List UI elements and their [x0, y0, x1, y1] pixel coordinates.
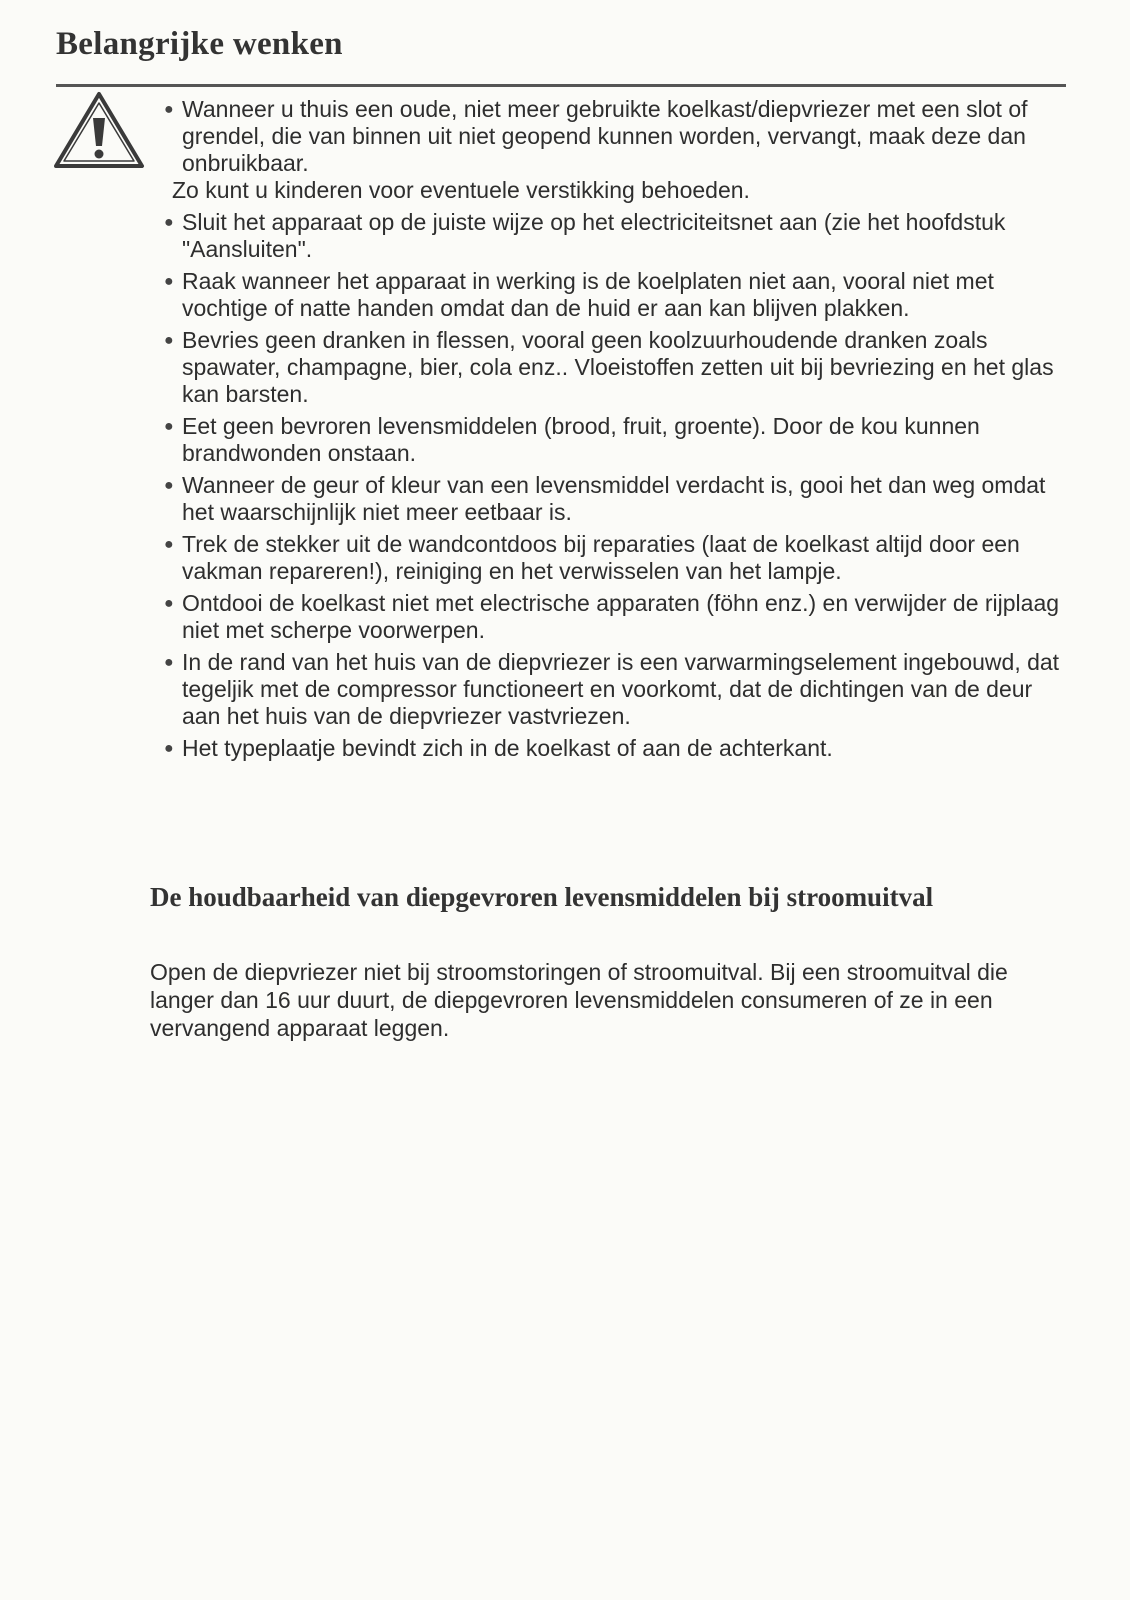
tip-text: Sluit het apparaat op de juiste wijze op het electriciteitsnet aan (zie het hoofdstuk "Aansluiten". [182, 209, 1006, 262]
bullet-icon: ● [164, 477, 174, 494]
bullet-icon: ● [164, 654, 174, 671]
warning-triangle-icon [52, 90, 146, 170]
tip-text: Raak wanneer het apparaat in werking is de koelplaten niet aan, vooral niet met vochtige of natte handen omdat dan de huid er aan kan blijven plakken. [182, 268, 994, 321]
bullet-icon: ● [164, 332, 174, 349]
section-title: Belangrijke wenken [56, 26, 343, 62]
tip-item [160, 531, 1075, 585]
tip-note: Zo kunt u kinderen voor eventuele verstikking behoeden. [172, 177, 750, 203]
tips-list [160, 96, 1075, 767]
tip-item [160, 472, 1075, 526]
tip-item [160, 649, 1075, 730]
tip-text: Ontdooi de koelkast niet met electrische apparaten (föhn enz.) en verwijder de rijplaag niet met scherpe voorwerpen. [182, 590, 1060, 643]
tip-item [160, 209, 1075, 263]
tip-text: Eet geen bevroren levensmiddelen (brood, fruit, groente). Door de kou kunnen brandwonden onstaan. [182, 413, 980, 466]
bullet-icon: ● [164, 101, 174, 118]
title-rule [56, 84, 1066, 87]
bullet-icon: ● [164, 418, 174, 435]
tip-item [160, 96, 1075, 204]
tip-text: Wanneer de geur of kleur van een levensmiddel verdacht is, gooi het dan weg omdat het waarschijnlijk niet meer eetbaar is. [182, 472, 1046, 525]
tip-text: Trek de stekker uit de wandcontdoos bij reparaties (laat de koelkast altijd door een vakman repareren!), reiniging en het verwisselen van het lampje. [182, 531, 1020, 584]
tip-text: In de rand van het huis van de diepvriezer is een varwarmingselement ingebouwd, dat tegeljik met de compressor functioneert en voorkomt, dat de dichtingen van de deur aan het huis van de diepvriezer vastvriezen. [182, 649, 1060, 729]
bullet-icon: ● [164, 740, 174, 757]
tip-text: Het typeplaatje bevindt zich in de koelkast of aan de achterkant. [182, 735, 833, 761]
tip-text: Bevries geen dranken in flessen, vooral geen koolzuurhoudende dranken zoals spawater, champagne, bier, cola enz.. Vloeistoffen zetten uit bij bevriezing en het glas kan barsten. [182, 327, 1054, 407]
tip-item [160, 735, 1075, 762]
bullet-icon: ● [164, 214, 174, 231]
tip-item [160, 413, 1075, 467]
bullet-icon: ● [164, 273, 174, 290]
tip-text: Wanneer u thuis een oude, niet meer gebruikte koelkast/diepvriezer met een slot of grendel, die van binnen uit niet geopend kunnen worden, vervangt, maak deze dan onbruikbaar. [182, 96, 1028, 176]
tip-item [160, 327, 1075, 408]
tip-item [160, 268, 1075, 322]
subsection-title: De houdbaarheid van diepgevroren levensmiddelen bij stroomuitval [150, 882, 934, 912]
subsection-body: Open de diepvriezer niet bij stroomstoringen of stroomuitval. Bij een stroomuitval die langer dan 16 uur duurt, de diepgevroren levensmiddelen consumeren of ze in een vervangend apparaat leggen. [150, 959, 1008, 1041]
bullet-icon: ● [164, 536, 174, 553]
tip-item [160, 590, 1075, 644]
bullet-icon: ● [164, 595, 174, 612]
